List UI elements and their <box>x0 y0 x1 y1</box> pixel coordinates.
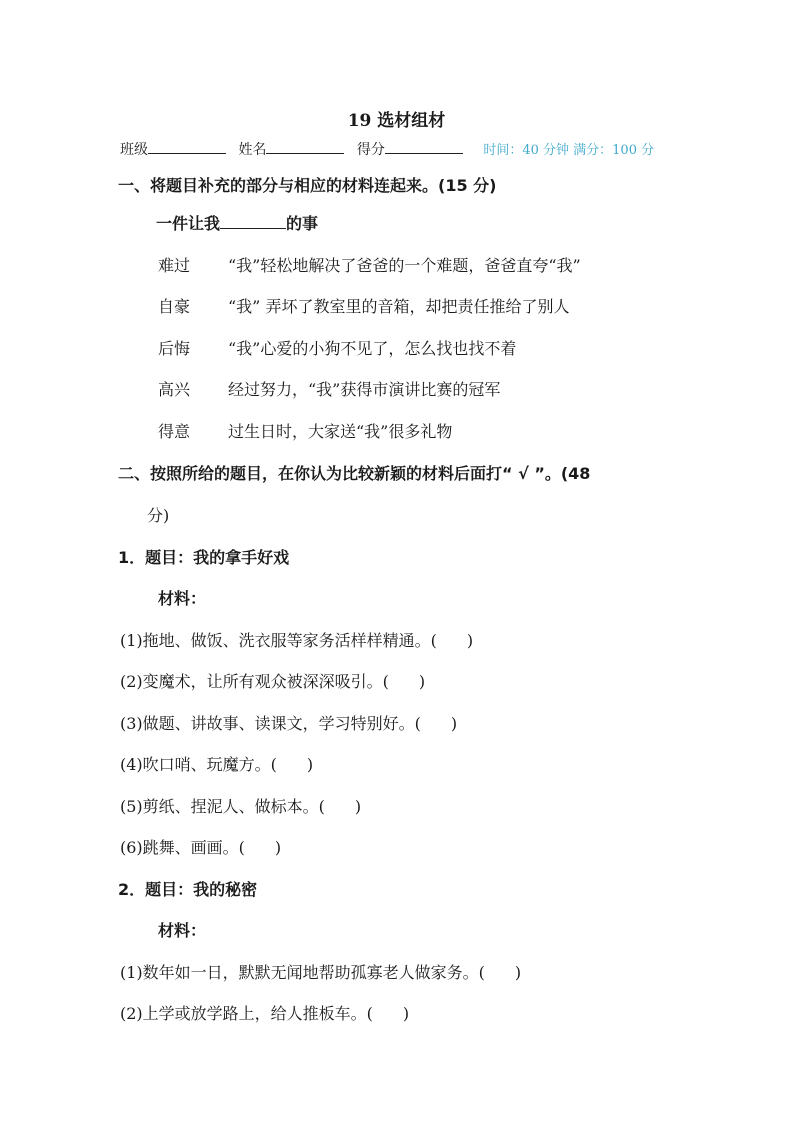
class-label: 班级 <box>120 142 148 158</box>
emotion-option[interactable]: 难过 <box>158 256 191 275</box>
prompt-suffix: 的事 <box>286 214 319 233</box>
match-row <box>158 294 569 317</box>
topic2-materials-label: 材料： <box>158 921 207 940</box>
section2-heading-cont: 分) <box>147 506 170 525</box>
topic1-title: 1．题目：我的拿手好戏 <box>118 548 290 567</box>
material-item: (1)拖地、做饭、洗衣服等家务活样样精通。( ) <box>120 631 474 650</box>
section1-heading: 一、将题目补充的部分与相应的材料连起来。(15 分) <box>118 176 497 195</box>
student-info-row <box>120 139 654 159</box>
material-item: (2)上学或放学路上，给人推板车。( ) <box>120 1004 410 1023</box>
material-item: (6)跳舞、画画。( ) <box>120 838 282 857</box>
topic2-title: 2．题目：我的秘密 <box>118 880 258 899</box>
material-item: (4)吹口哨、玩魔方。( ) <box>120 755 314 774</box>
section2-heading: 二、按照所给的题目，在你认为比较新颖的材料后面打“ √ ”。(48 <box>118 464 591 483</box>
time-info: 时间：40 分钟 满分：100 分 <box>483 143 655 158</box>
emotion-option[interactable]: 得意 <box>158 422 191 441</box>
match-row <box>158 253 581 276</box>
material-option[interactable]: “我”心爱的小狗不见了，怎么找也找不着 <box>228 339 517 358</box>
name-blank[interactable] <box>266 139 344 154</box>
topic1-materials-label: 材料： <box>158 589 207 608</box>
material-option[interactable]: 过生日时，大家送“我”很多礼物 <box>228 422 453 441</box>
class-blank[interactable] <box>148 139 226 154</box>
name-label: 姓名 <box>238 142 267 158</box>
material-item: (3)做题、讲故事、读课文，学习特别好。( ) <box>120 714 458 733</box>
material-option[interactable]: “我”轻松地解决了爸爸的一个难题，爸爸直夸“我” <box>228 256 581 275</box>
emotion-option[interactable]: 高兴 <box>158 380 191 399</box>
match-row <box>158 377 500 400</box>
score-label: 得分 <box>356 142 385 158</box>
material-item: (2)变魔术，让所有观众被深深吸引。( ) <box>120 672 426 691</box>
match-row <box>158 419 452 442</box>
emotion-option[interactable]: 后悔 <box>158 339 191 358</box>
score-blank[interactable] <box>385 139 463 154</box>
prompt-prefix: 一件让我 <box>156 214 221 233</box>
material-option[interactable]: “我” 弄坏了教室里的音箱，却把责任推给了别人 <box>228 297 570 316</box>
material-option[interactable]: 经过努力，“我”获得市演讲比赛的冠军 <box>228 380 501 399</box>
material-item: (5)剪纸、捏泥人、做标本。( ) <box>120 797 362 816</box>
page-title: 19 选材组材 <box>347 111 446 131</box>
match-row <box>158 336 516 359</box>
section1-prompt <box>156 211 318 234</box>
material-item: (1)数年如一日，默默无闻地帮助孤寡老人做家务。( ) <box>120 963 522 982</box>
emotion-option[interactable]: 自豪 <box>158 297 191 316</box>
prompt-blank[interactable] <box>220 213 286 229</box>
